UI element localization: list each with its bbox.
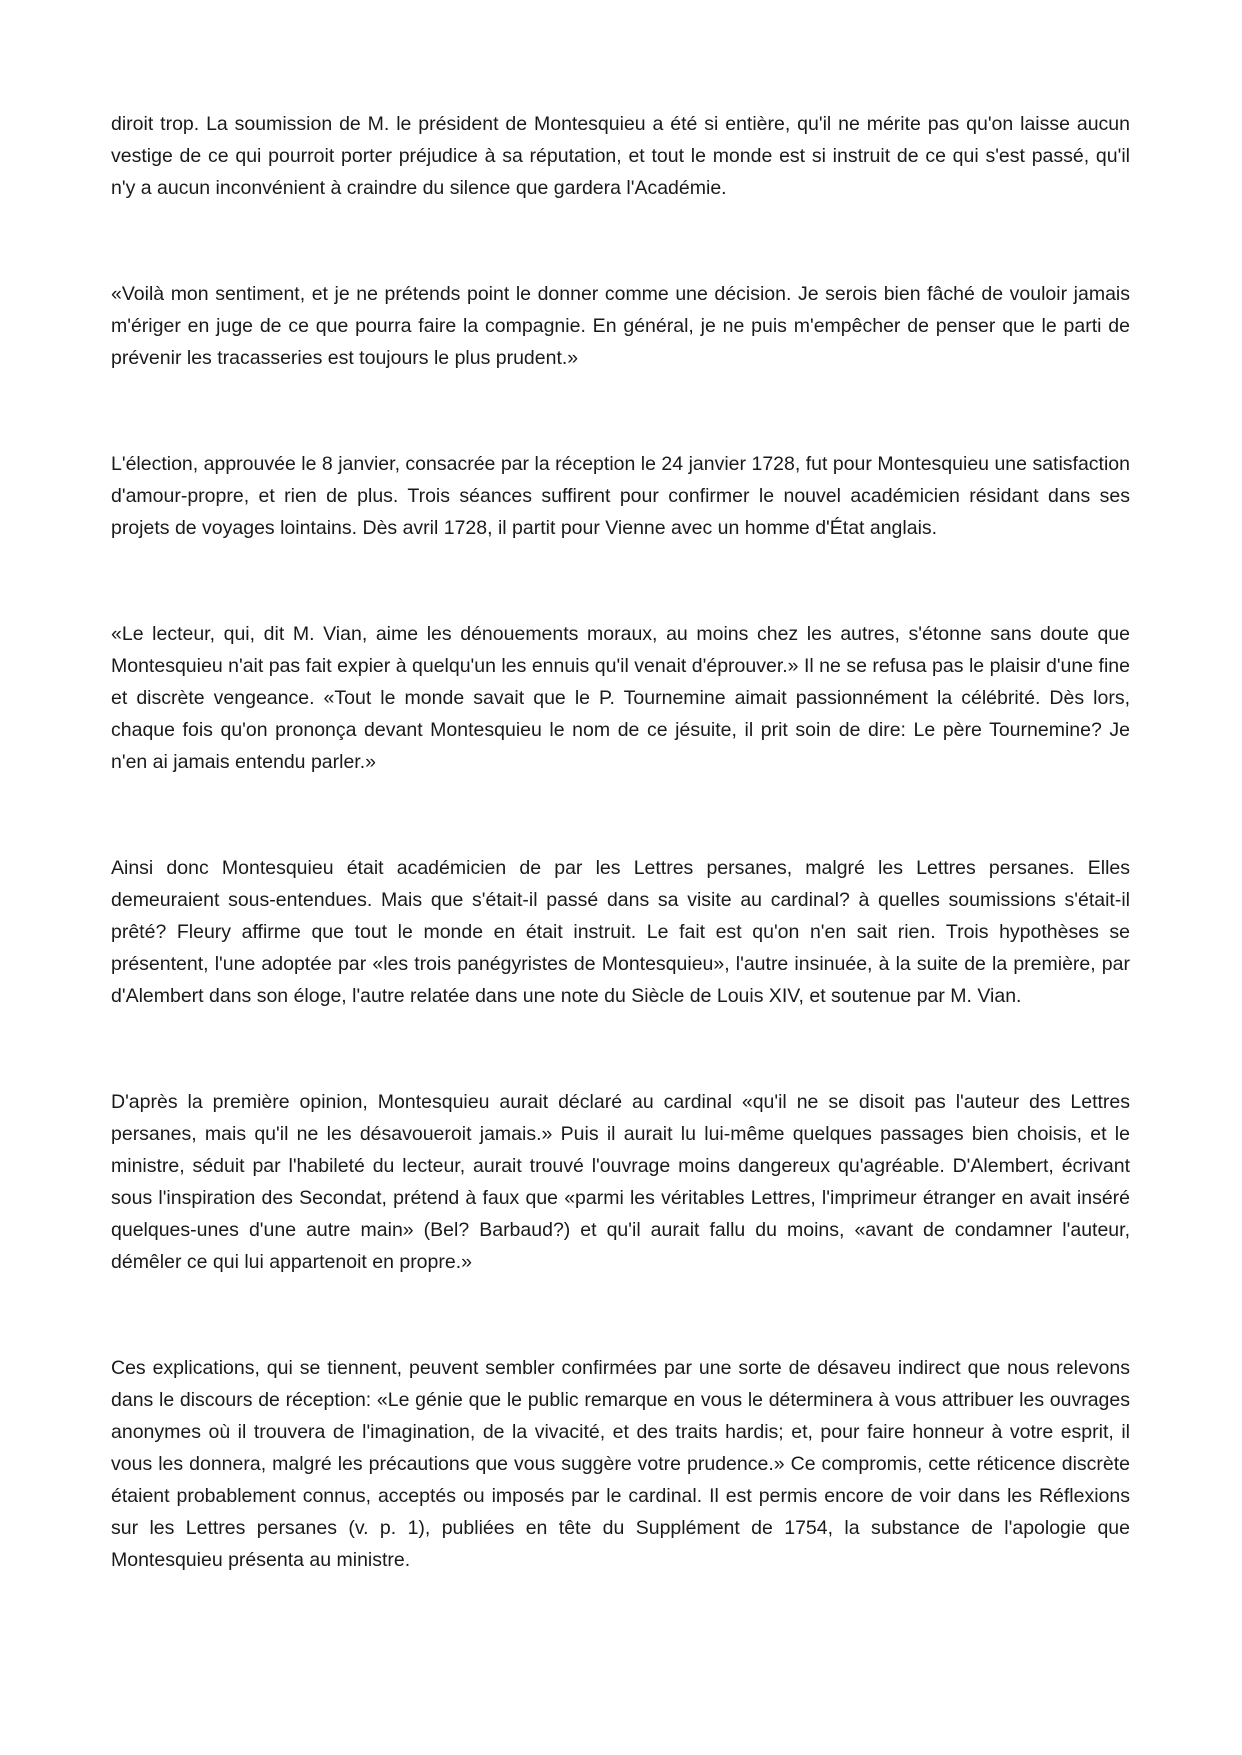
paragraph-7: Ces explications, qui se tiennent, peuvent sembler confirmées par une sorte de désaveu indirect que nous relevons dans le discours de réception: «Le génie que le public remarque en vous le déterminera à vous attribuer les ouvrages anonymes où il trouvera de l'imagination, de la vivacité, et des traits hardis; et, pour faire honneur à votre esprit, il vous les donnera, malgré les précautions que vous suggère votre prudence.» Ce compromis, cette réticence discrète étaient probablement connus, acceptés ou imposés par le cardinal. Il est permis encore de voir dans les Réflexions sur les Lettres persanes (v. p. 1), publiées en tête du Supplément de 1754, la substance de l'apologie que Montesquieu présenta au ministre. bbox=[111, 1357, 1130, 1571]
paragraph-4: «Le lecteur, qui, dit M. Vian, aime les dénouements moraux, au moins chez les autres, s'étonne sans doute que Montesquieu n'ait pas fait expier à quelqu'un les ennuis qu'il venait d'éprouver.» Il ne se refusa pas le plaisir d'une fine et discrète vengeance. «Tout le monde savait que le P. Tournemine aimait passionnément la célébrité. Dès lors, chaque fois qu'on prononça devant Montesquieu le nom de ce jésuite, il prit soin de dire: Le père Tournemine? Je n'en ai jamais entendu parler.» bbox=[111, 623, 1130, 773]
paragraph-2: «Voilà mon sentiment, et je ne prétends point le donner comme une décision. Je serois bien fâché de vouloir jamais m'ériger en juge de ce que pourra faire la compagnie. En général, je ne puis m'empêcher de penser que le parti de prévenir les tracasseries est toujours le plus prudent.» bbox=[111, 283, 1130, 369]
document-page bbox=[111, 108, 1130, 1576]
paragraph-1: diroit trop. La soumission de M. le président de Montesquieu a été si entière, qu'il ne mérite pas qu'on laisse aucun vestige de ce qui pourroit porter préjudice à sa réputation, et tout le monde est si instruit de ce qui s'est passé, qu'il n'y a aucun inconvénient à craindre du silence que gardera l'Académie. bbox=[111, 113, 1130, 199]
paragraph-5: Ainsi donc Montesquieu était académicien de par les Lettres persanes, malgré les Lettres persanes. Elles demeuraient sous-entendues. Mais que s'était-il passé dans sa visite au cardinal? à quelles soumissions s'était-il prêté? Fleury affirme que tout le monde en était instruit. Le fait est qu'on n'en sait rien. Trois hypothèses se présentent, l'une adoptée par «les trois panégyristes de Montesquieu», l'autre insinuée, à la suite de la première, par d'Alembert dans son éloge, l'autre relatée dans une note du Siècle de Louis XIV, et soutenue par M. Vian. bbox=[111, 857, 1130, 1007]
paragraph-6: D'après la première opinion, Montesquieu aurait déclaré au cardinal «qu'il ne se disoit pas l'auteur des Lettres persanes, mais qu'il ne les désavoueroit jamais.» Puis il aurait lu lui-même quelques passages bien choisis, et le ministre, séduit par l'habileté du lecteur, aurait trouvé l'ouvrage moins dangereux qu'agréable. D'Alembert, écrivant sous l'inspiration des Secondat, prétend à faux que «parmi les véritables Lettres, l'imprimeur étranger en avait inséré quelques-unes d'une autre main» (Bel? Barbaud?) et qu'il aurait fallu du moins, «avant de condamner l'auteur, démêler ce qui lui appartenoit en propre.» bbox=[111, 1091, 1130, 1273]
paragraph-3: L'élection, approuvée le 8 janvier, consacrée par la réception le 24 janvier 1728, fut pour Montesquieu une satisfaction d'amour-propre, et rien de plus. Trois séances suffirent pour confirmer le nouvel académicien résidant dans ses projets de voyages lointains. Dès avril 1728, il partit pour Vienne avec un homme d'État anglais. bbox=[111, 453, 1130, 539]
